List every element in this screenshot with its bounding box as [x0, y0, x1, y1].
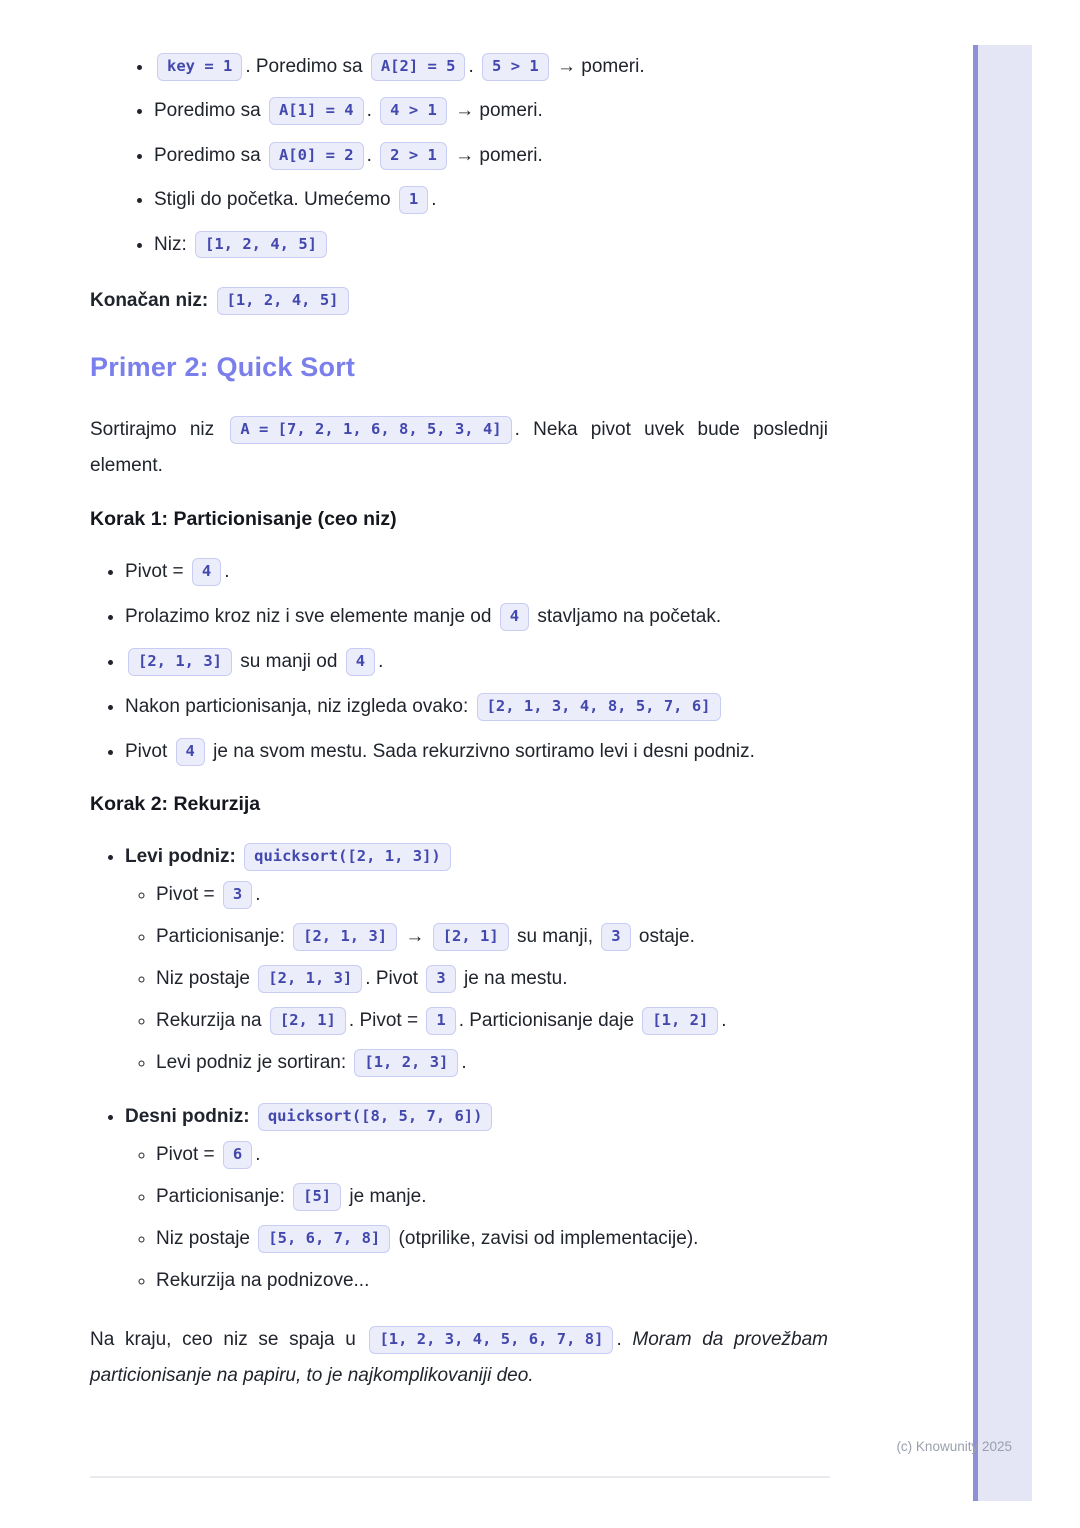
code-chip: 5 > 1	[482, 53, 549, 81]
section-heading-quicksort: Primer 2: Quick Sort	[90, 352, 356, 383]
code-chip: A[1] = 4	[269, 97, 364, 125]
intro-paragraph	[90, 412, 828, 484]
code-chip: [1, 2, 4, 5]	[195, 231, 327, 259]
text-segment: ostaje.	[633, 925, 695, 947]
text-segment: . Pivot	[365, 967, 424, 989]
list-item	[156, 1048, 828, 1078]
list-item	[125, 647, 828, 677]
code-chip: A = [7, 2, 1, 6, 8, 5, 3, 4]	[230, 416, 511, 444]
scrollbar-thumb[interactable]	[973, 45, 978, 1501]
code-chip: [2, 1]	[270, 1007, 346, 1035]
code-chip: key = 1	[157, 53, 242, 81]
code-chip: A[0] = 2	[269, 142, 364, 170]
closing-paragraph	[90, 1322, 828, 1394]
text-segment: Niz:	[154, 233, 192, 255]
text-segment: su manji od	[235, 650, 343, 672]
text-segment: stavljamo na početak.	[532, 605, 722, 627]
code-chip: 3	[601, 923, 630, 951]
text-segment: je manje.	[344, 1185, 427, 1207]
text-segment: Pivot =	[156, 883, 220, 905]
text-segment: Pivot =	[125, 560, 189, 582]
code-chip: 1	[426, 1007, 455, 1035]
code-chip: [2, 1]	[433, 923, 509, 951]
italic-note: Moram da provežbam particionisanje na papiru, to je najkomplikovaniji deo.	[90, 1329, 828, 1387]
code-chip: [1, 2]	[642, 1007, 718, 1035]
list-item-right-subarray	[125, 1102, 828, 1296]
code-chip: [2, 1, 3, 4, 8, 5, 7, 6]	[477, 693, 721, 721]
page-content	[90, 52, 828, 1394]
text-segment: .	[255, 883, 261, 905]
bold-label: Konačan niz:	[90, 289, 209, 311]
list-item-left-subarray	[125, 842, 828, 1078]
code-chip: 6	[223, 1141, 252, 1169]
text-segment: (otprilike, zavisi od implementacije).	[393, 1228, 699, 1249]
code-chip: [2, 1, 3]	[258, 965, 362, 993]
text-segment: .	[431, 189, 437, 211]
list-item	[156, 1182, 828, 1212]
list-item	[125, 602, 828, 632]
text-segment	[236, 846, 241, 867]
list-item	[156, 1266, 828, 1296]
text-segment: je na mestu.	[458, 967, 568, 989]
text-segment: su manji,	[511, 925, 599, 947]
text-segment: je na svom mestu. Sada rekurzivno sortiramo levi i desni podniz.	[207, 740, 755, 762]
text-segment: Rekurzija na	[156, 1009, 267, 1031]
list-item	[156, 1006, 828, 1036]
code-chip: quicksort([2, 1, 3])	[244, 843, 451, 871]
text-segment: Poredimo sa	[154, 144, 266, 166]
code-chip: 3	[223, 881, 252, 909]
text-segment: Particionisanje:	[156, 1185, 291, 1207]
text-segment: .	[366, 100, 378, 122]
copyright-credit: (c) Knowunity 2025	[896, 1439, 1012, 1454]
text-segment	[250, 1106, 255, 1127]
bold-label: Desni podniz:	[125, 1105, 250, 1127]
text-segment: .	[721, 1009, 727, 1031]
step1-subheading: Korak 1: Particionisanje (ceo niz)	[90, 507, 397, 530]
left-subarray-steps	[125, 880, 828, 1078]
code-chip: [1, 2, 3]	[354, 1049, 458, 1077]
text-segment	[208, 290, 213, 311]
text-segment: .	[461, 1051, 467, 1073]
list-item	[125, 557, 828, 587]
list-item	[156, 1140, 828, 1170]
text-segment: Particionisanje:	[156, 925, 291, 947]
text-segment: Sortirajmo niz	[90, 418, 228, 440]
text-segment: Niz postaje	[156, 967, 256, 989]
text-segment: .	[224, 560, 230, 582]
text-segment: . Poredimo sa	[245, 56, 368, 77]
code-chip: 4	[500, 603, 529, 631]
code-chip: [1, 2, 4, 5]	[217, 287, 349, 315]
text-segment: .	[255, 1143, 261, 1165]
list-item	[154, 230, 828, 260]
step2-subheading: Korak 2: Rekurzija	[90, 792, 261, 815]
recursion-list	[90, 842, 828, 1296]
list-item	[125, 737, 828, 767]
code-chip: 4	[176, 738, 205, 766]
text-segment: . Neka pivot uvek bude poslednji element.	[90, 418, 829, 476]
code-chip: [5]	[293, 1183, 341, 1211]
code-chip: A[2] = 5	[371, 53, 466, 81]
code-chip: [5, 6, 7, 8]	[258, 1225, 390, 1253]
list-item	[125, 692, 828, 722]
list-item	[156, 1224, 828, 1254]
code-chip: [2, 1, 3]	[128, 648, 232, 676]
text-segment: Nakon particionisanja, niz izgleda ovako:	[125, 695, 474, 717]
text-segment: Niz postaje	[156, 1228, 256, 1249]
final-array-line	[90, 284, 828, 317]
text-segment: .	[366, 144, 378, 166]
list-item	[156, 964, 828, 994]
text-segment: → pomeri.	[551, 56, 645, 77]
code-chip: 3	[426, 965, 455, 993]
footer-divider	[90, 1476, 830, 1478]
scrollbar-track[interactable]	[978, 45, 1032, 1501]
code-chip: 4	[192, 558, 221, 586]
text-segment: Prolazimo kroz niz i sve elemente manje od	[125, 605, 497, 627]
code-chip: 1	[399, 186, 428, 214]
text-segment: Levi podniz je sortiran:	[156, 1051, 352, 1073]
right-subarray-steps	[125, 1140, 828, 1296]
text-segment: . Particionisanje daje	[458, 1009, 640, 1031]
insertion-steps-list	[90, 52, 828, 260]
text-segment: . Pivot =	[348, 1009, 424, 1031]
code-chip: 2 > 1	[380, 142, 447, 170]
text-segment: Pivot =	[156, 1143, 220, 1165]
text-segment: .	[378, 650, 384, 672]
code-chip: [2, 1, 3]	[293, 923, 397, 951]
text-segment: →	[400, 925, 430, 947]
list-item	[156, 880, 828, 910]
list-item	[154, 141, 828, 171]
list-item	[154, 185, 828, 215]
code-chip: 4	[346, 648, 375, 676]
text-segment: → pomeri.	[449, 144, 543, 166]
text-segment: .	[468, 56, 480, 77]
text-segment: Na kraju, ceo niz se spaja u	[90, 1329, 367, 1351]
list-item	[154, 52, 828, 82]
text-segment: Stigli do početka. Umećemo	[154, 189, 396, 211]
code-chip: quicksort([8, 5, 7, 6])	[258, 1103, 493, 1131]
text-segment: .	[616, 1329, 633, 1351]
code-chip: [1, 2, 3, 4, 5, 6, 7, 8]	[369, 1326, 613, 1354]
code-chip: 4 > 1	[380, 97, 447, 125]
text-segment: Rekurzija na podnizove...	[156, 1270, 370, 1292]
list-item	[156, 922, 828, 952]
text-segment: Pivot	[125, 740, 173, 762]
partition-steps-list	[90, 557, 828, 767]
bold-label: Levi podniz:	[125, 845, 236, 867]
text-segment: → pomeri.	[449, 100, 543, 122]
text-segment: Poredimo sa	[154, 100, 266, 122]
list-item	[154, 96, 828, 126]
